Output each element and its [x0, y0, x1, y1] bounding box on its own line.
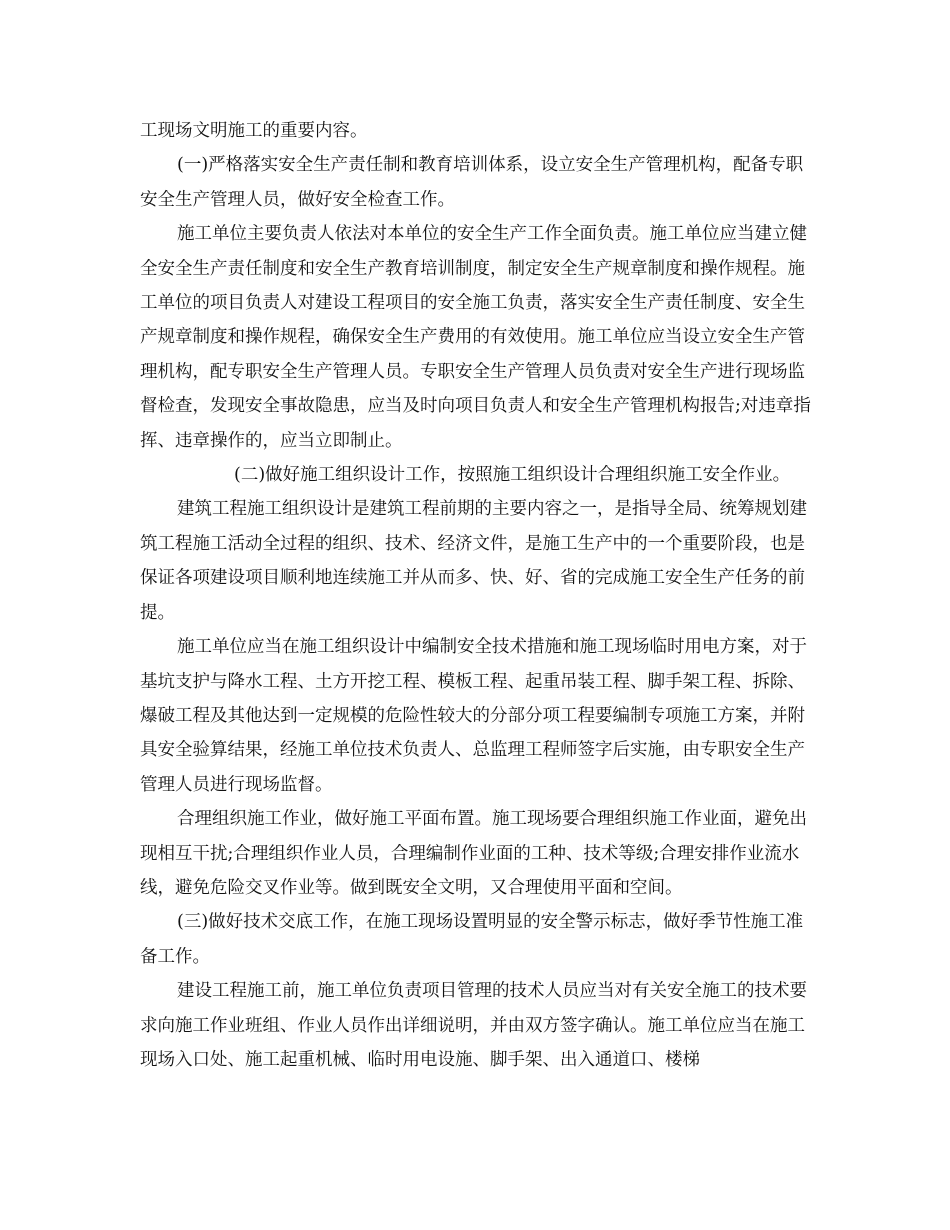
body-paragraph: 建设工程施工前，施工单位负责项目管理的技术人员应当对有关安全施工的技术要求向施工作业班组、作业人员作出详细说明，并由双方签字确认。施工单位应当在施工现场入口处、施工起重机械、临时用电设施、脚手架、出入通道口、楼梯: [140, 981, 807, 1070]
section-heading-2: (二)做好施工组织设计工作，按照施工组织设计合理组织施工安全作业。: [234, 465, 791, 486]
body-paragraph: 建筑工程施工组织设计是建筑工程前期的主要内容之一，是指导全局、统筹规划建筑工程施工活动全过程的组织、技术、经济文件，是施工生产中的一个重要阶段，也是保证各项建设项目顺利地连续施工并从而多、快、好、省的完成施工安全生产任务的前提。: [140, 499, 807, 623]
body-paragraph: 合理组织施工作业，做好施工平面布置。施工现场要合理组织施工作业面，避免出现相互干扰;合理组织作业人员，合理编制作业面的工种、技术等级;合理安排作业流水线，避免危险交叉作业等。做到既安全文明，又合理使用平面和空间。: [140, 809, 807, 898]
body-paragraph: 施工单位主要负责人依法对本单位的安全生产工作全面负责。施工单位应当建立健全安全生产责任制度和安全生产教育培训制度，制定安全生产规章制度和操作规程。施工单位的项目负责人对建设工程项目的安全施工负责，落实安全生产责任制度、安全生产规章制度和操作规程，确保安全生产费用的有效使用。施工单位应当设立安全生产管理机构，配专职安全生产管理人员。专职安全生产管理人员负责对安全生产进行现场监督检查，发现安全事故隐患，应当及时向项目负责人和安全生产管理机构报告;对违章指挥、违章操作的，应当立即制止。: [140, 224, 811, 451]
section-heading-3: (三)做好技术交底工作，在施工现场设置明显的安全警示标志，做好季节性施工准备工作。: [140, 912, 804, 967]
paragraph-continuation: 工现场文明施工的重要内容。: [140, 121, 368, 141]
section-heading-1: (一)严格落实安全生产责任制和教育培训体系，设立安全生产管理机构，配备专职安全生产管理人员，做好安全检查工作。: [140, 155, 804, 210]
body-paragraph: 施工单位应当在施工组织设计中编制安全技术措施和施工现场临时用电方案，对于基坑支护与降水工程、土方开挖工程、模板工程、起重吊装工程、脚手架工程、拆除、爆破工程及其他达到一定规模的危险性较大的分部分项工程要编制专项施工方案，并附具安全验算结果，经施工单位技术负责人、总监理工程师签字后实施，由专职安全生产管理人员进行现场监督。: [140, 637, 807, 795]
document-body: [140, 114, 820, 1077]
